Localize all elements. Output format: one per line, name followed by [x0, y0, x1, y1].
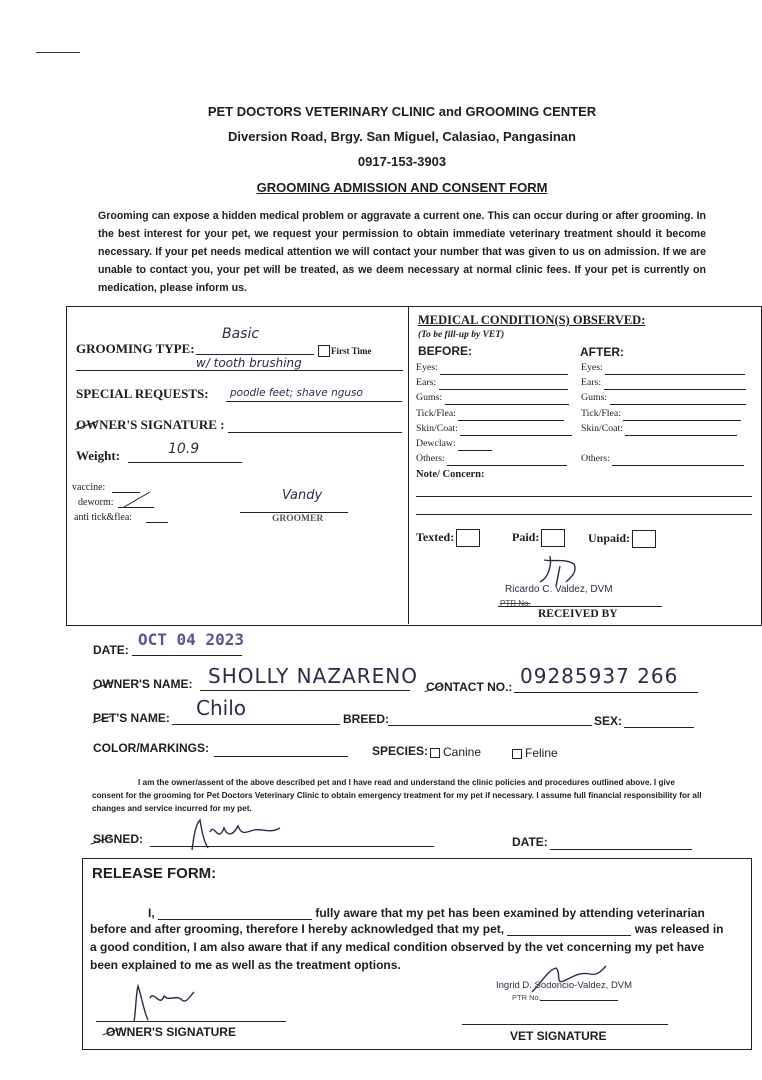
release-pet-blank[interactable] [507, 923, 631, 936]
paid-checkbox[interactable] [541, 529, 565, 547]
after-gums: Gums: [581, 390, 753, 405]
release-line-4: been explained to me as well as the treatment options. [90, 958, 401, 972]
special-requests-label: SPECIAL REQUESTS: [76, 386, 209, 401]
groomer-line [240, 512, 348, 513]
canine-option[interactable]: Canine [430, 745, 481, 759]
owner-name-label: OWNER'S NAME: [93, 677, 193, 691]
medical-title: MEDICAL CONDITION(S) OBSERVED: [418, 313, 646, 327]
release-ptr-line [540, 1000, 618, 1001]
consent-paragraph: I am the owner/assent of the above described pet and I have read and understand the clinic policies and procedures outlined above. I give consent for the grooming for Pet Doctors Veterinary Clinic to obtain emergency treatment for my pet if necessary. I assume full financial responsibility for all changes and service incurred for my pet. [92, 778, 702, 813]
paid-field: Paid: [512, 529, 565, 547]
sex-label: SEX: [594, 714, 623, 728]
canine-checkbox[interactable] [430, 748, 440, 758]
note-label: Note/ Concern: [416, 469, 485, 480]
signed-date-line[interactable] [550, 849, 692, 850]
clinic-name: PET DOCTORS VETERINARY CLINIC and GROOMING CENTER [207, 104, 597, 119]
release-line-3: a good condition, I am also aware that if any medical condition observed by the vet concerning my pet have [90, 940, 705, 954]
before-dewclaw: Dewclaw: [416, 436, 578, 451]
release-owner-signature [120, 982, 200, 1026]
before-others: Others: [416, 451, 578, 466]
sex-line[interactable] [624, 727, 694, 728]
texted-field: Texted: [416, 529, 480, 547]
grooming-type-line [196, 354, 314, 355]
before-skin-coat: Skin/Coat: [416, 421, 578, 436]
release-name-blank[interactable] [158, 907, 312, 920]
color-line[interactable] [214, 756, 348, 757]
grooming-type-extra: w/ tooth brushing [196, 356, 302, 370]
note-line-1[interactable] [416, 496, 752, 497]
date-label: DATE: [93, 643, 129, 657]
signed-label: SIGNED: [93, 832, 144, 846]
weight-label: Weight: [76, 448, 121, 463]
special-requests-value: poodle feet; shave nguso [230, 387, 363, 399]
top-dash-mark [36, 52, 80, 53]
before-gums: Gums: [416, 390, 578, 405]
color-label: COLOR/MARKINGS: [93, 741, 209, 755]
deworm-label: deworm: [78, 497, 114, 508]
owner-name-line [200, 690, 410, 691]
grooming-type-label: GROOMING TYPE: [76, 341, 195, 356]
pet-name-value: Chilo [196, 696, 246, 720]
special-requests-line [226, 401, 402, 402]
release-title: RELEASE FORM: [92, 865, 217, 882]
feline-checkbox[interactable] [512, 749, 522, 759]
owner-name-value: SHOLLY NAZARENO [208, 664, 418, 688]
contact-value: 09285937 266 [520, 664, 679, 688]
groomer-label: GROOMER [272, 514, 324, 524]
release-vet-line [462, 1024, 668, 1025]
vaccine-label: vaccine: [72, 482, 106, 493]
note-line-2[interactable] [416, 514, 752, 515]
clinic-phone: 0917-153-3903 [357, 154, 447, 169]
after-others: Others: [581, 451, 753, 466]
received-by-label: RECEIVED BY [538, 608, 618, 620]
before-fields [416, 360, 578, 466]
signed-date-label: DATE: [512, 835, 548, 849]
release-vet-signature-label: VET SIGNATURE [510, 1029, 607, 1043]
after-spacer [581, 436, 753, 451]
received-by-line [498, 606, 662, 607]
owner-signature-line [228, 432, 402, 433]
feline-option[interactable]: Feline [512, 746, 558, 760]
first-time-checkbox[interactable] [318, 345, 330, 357]
breed-line[interactable] [388, 725, 592, 726]
unpaid-field: Unpaid: [588, 530, 656, 548]
anti-tick-line [146, 522, 168, 523]
after-skin-coat: Skin/Coat: [581, 421, 753, 436]
before-ears: Ears: [416, 375, 578, 390]
release-line-2: before and after grooming, therefore I hereby acknowledged that my pet, was released in [90, 922, 724, 936]
box-divider [408, 307, 409, 624]
before-eyes: Eyes: [416, 360, 578, 375]
owner-signature-scribble [184, 814, 294, 854]
release-owner-line [96, 1021, 286, 1022]
release-vet-stamp-name: Ingrid D. Sodoncio-Valdez, DVM [496, 980, 633, 991]
intro-paragraph: Grooming can expose a hidden medical problem or aggravate a current one. This can occur during or after grooming. In the best interest for your pet, we request your permission to obtain immediate veterinary treatment should it become necessary. If your pet needs medical attention we will contact your number that was given to us on admission. If we are unable to contact you, your pet will be treated, as we deem necessary at normal clinic fees. If your pet is currently on medication, please inform us. [98, 210, 706, 294]
groomer-name: Vandy [282, 488, 323, 503]
texted-checkbox[interactable] [456, 529, 480, 547]
before-tick-flea: Tick/Flea: [416, 406, 578, 421]
release-line-1: I, fully aware that my pet has been examined by attending veterinarian [148, 906, 705, 920]
species-label: SPECIES: [372, 744, 429, 758]
contact-label: CONTACT NO.: [426, 680, 513, 694]
vet-name-stamp: Ricardo C. Valdez, DVM [505, 584, 613, 595]
ptr-label: PTR No. [500, 599, 531, 608]
form-title: GROOMING ADMISSION AND CONSENT FORM [256, 180, 548, 195]
grooming-type-line-2 [76, 370, 403, 371]
after-ears: Ears: [581, 375, 753, 390]
release-owner-signature-label: OWNER'S SIGNATURE [106, 1025, 236, 1039]
date-line [132, 655, 242, 656]
after-fields [581, 360, 753, 466]
before-label: BEFORE: [418, 344, 472, 358]
after-label: AFTER: [580, 345, 624, 359]
contact-line [514, 692, 698, 693]
unpaid-checkbox[interactable] [632, 530, 656, 548]
breed-label: BREED: [343, 712, 390, 726]
release-vet-stamp-ptr: PTR No. [512, 993, 541, 1002]
after-tick-flea: Tick/Flea: [581, 406, 753, 421]
after-eyes: Eyes: [581, 360, 753, 375]
vaccine-line [112, 492, 140, 493]
medical-subtitle: (To be fill-up by VET) [418, 330, 505, 340]
date-stamp: OCT 04 2023 [138, 630, 244, 649]
clinic-address: Diversion Road, Brgy. San Miguel, Calasiao, Pangasinan [228, 129, 576, 144]
pet-name-label: PET'S NAME: [93, 711, 170, 725]
signed-line [150, 846, 434, 847]
weight-value: 10.9 [168, 441, 200, 457]
grooming-type-value: Basic [222, 326, 260, 342]
pet-name-line [172, 724, 340, 725]
owner-signature-label: OWNER'S SIGNATURE : [76, 417, 225, 432]
weight-line [128, 462, 242, 463]
anti-tick-label: anti tick&flea: [74, 512, 133, 523]
first-time-label: First Time [331, 346, 372, 356]
